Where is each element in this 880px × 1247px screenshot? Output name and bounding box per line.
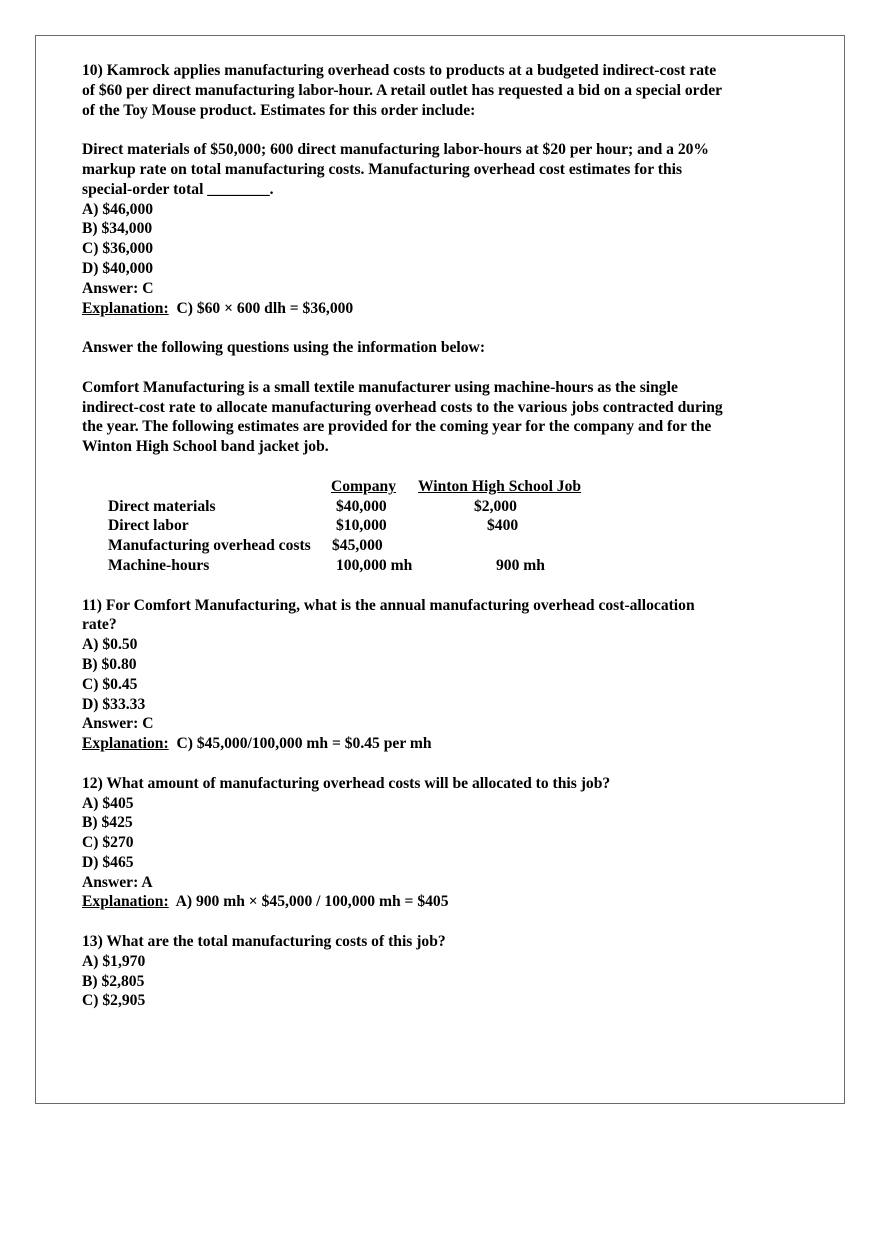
- explanation-label: Explanation:: [82, 299, 169, 317]
- question-detail-line: special-order total ________.: [82, 180, 274, 198]
- scenario-line: the year. The following estimates are provided for the coming year for the company and for the: [82, 418, 712, 436]
- question-text-line: of $60 per direct manufacturing labor-hour. A retail outlet has requested a bid on a special order: [82, 81, 723, 99]
- job-value: 900 mh: [496, 556, 545, 574]
- scenario-line: Comfort Manufacturing is a small textile manufacturer using machine-hours as the single: [82, 378, 678, 396]
- option-a: A) $1,970: [82, 952, 146, 970]
- option-b: B) $2,805: [82, 972, 145, 990]
- answer: Answer: C: [82, 715, 154, 733]
- question-10: [82, 61, 812, 318]
- option-b: B) $0.80: [82, 655, 137, 673]
- question-text-line: 10) Kamrock applies manufacturing overhead costs to products at a budgeted indirect-cost rate: [82, 62, 717, 79]
- question-text-line: of the Toy Mouse product. Estimates for this order include:: [82, 101, 476, 119]
- job-value: $400: [487, 517, 519, 535]
- question-detail-line: Direct materials of $50,000; 600 direct manufacturing labor-hours at $20 per hour; and a 20%: [82, 141, 710, 159]
- column-header-company: Company: [331, 477, 396, 495]
- instructions: Answer the following questions using the information below:: [82, 339, 486, 357]
- row-label: Machine-hours: [108, 556, 210, 574]
- column-header-job: Winton High School Job: [418, 477, 582, 495]
- question-12: [82, 774, 812, 913]
- company-value: $40,000: [336, 497, 387, 515]
- company-value: 100,000 mh: [336, 556, 413, 574]
- option-c: C) $270: [82, 834, 134, 852]
- answer: Answer: C: [82, 279, 154, 297]
- option-a: A) $46,000: [82, 200, 154, 218]
- explanation: [82, 299, 812, 319]
- option-c: C) $36,000: [82, 240, 154, 258]
- company-value: $45,000: [332, 537, 383, 555]
- option-a: A) $405: [82, 794, 134, 812]
- explanation-label: Explanation:: [82, 735, 169, 753]
- estimates-table: [82, 477, 812, 576]
- document-body: [82, 61, 812, 1011]
- explanation-text: A) 900 mh × $45,000 / 100,000 mh = $405: [168, 893, 449, 911]
- row-label: Manufacturing overhead costs: [108, 537, 311, 555]
- scenario: [82, 378, 812, 457]
- option-d: D) $465: [82, 853, 134, 871]
- answer: Answer: A: [82, 873, 153, 891]
- option-b: B) $425: [82, 814, 133, 832]
- explanation-text: C) $45,000/100,000 mh = $0.45 per mh: [168, 735, 432, 753]
- question-13: [82, 932, 812, 1011]
- question-11: [82, 596, 812, 754]
- scenario-line: Winton High School band jacket job.: [82, 438, 329, 456]
- scenario-line: indirect-cost rate to allocate manufacturing overhead costs to the various jobs contracted during: [82, 398, 723, 416]
- option-d: D) $33.33: [82, 695, 146, 713]
- option-c: C) $2,905: [82, 992, 146, 1010]
- question-text-line: 13) What are the total manufacturing costs of this job?: [82, 933, 446, 951]
- question-text-line: 11) For Comfort Manufacturing, what is the annual manufacturing overhead cost-allocation: [82, 596, 695, 614]
- question-text-line: 12) What amount of manufacturing overhead costs will be allocated to this job?: [82, 774, 611, 792]
- option-b: B) $34,000: [82, 220, 153, 238]
- explanation: [82, 734, 812, 754]
- job-value: $2,000: [474, 497, 517, 515]
- company-value: $10,000: [336, 517, 387, 535]
- option-a: A) $0.50: [82, 636, 138, 654]
- explanation-label: Explanation:: [82, 893, 169, 911]
- option-d: D) $40,000: [82, 259, 154, 277]
- explanation: [82, 892, 812, 912]
- question-detail-line: markup rate on total manufacturing costs. Manufacturing overhead cost estimates for this: [82, 160, 683, 178]
- question-text-line: rate?: [82, 616, 117, 634]
- option-c: C) $0.45: [82, 675, 138, 693]
- row-label: Direct materials: [108, 497, 216, 515]
- explanation-text: C) $60 × 600 dlh = $36,000: [168, 299, 354, 317]
- row-label: Direct labor: [108, 517, 189, 535]
